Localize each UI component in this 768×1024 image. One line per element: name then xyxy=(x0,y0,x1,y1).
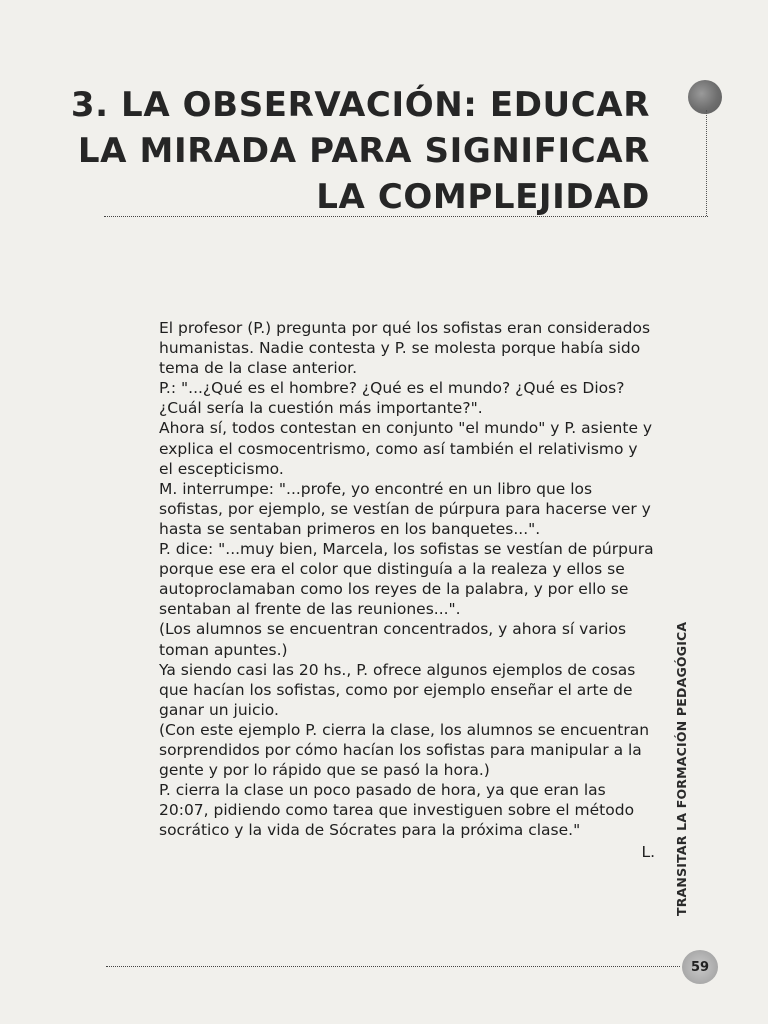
chapter-title-line-2: LA MIRADA PARA SIGNIFICAR xyxy=(77,131,650,171)
signature: L. xyxy=(641,843,655,862)
paragraph-9: P. cierra la clase un poco pasado de hora, ya que eran las 20:07, pidiendo como tarea que investiguen sobre el método socrático y la vida de Sócrates para la próxima clase." xyxy=(159,781,635,840)
chapter-title xyxy=(71,82,650,220)
paragraph-3: Ahora sí, todos contestan en conjunto "el mundo" y P. asiente y explica el cosmocentrismo, como así también el relativismo y el escepticismo. xyxy=(159,419,653,478)
paragraph-8: (Con este ejemplo P. cierra la clase, los alumnos se encuentran sorprendidos por cómo hacían los sofistas para manipular a la gente y por lo rápido que se pasó la hora.) xyxy=(159,720,650,780)
title-vertical-rule xyxy=(706,110,707,216)
paragraph-7: Ya siendo casi las 20 hs., P. ofrece algunos ejemplos de cosas que hacían los sofistas, como por ejemplo enseñar el arte de ganar un juicio. xyxy=(159,660,636,719)
paragraph-5: P. dice: "...muy bien, Marcela, los sofistas se vestían de púrpura porque ese era el color que distinguía a la realeza y ellos se autoproclamaban como los reyes de la palabra, y por ello se sentaban al frente de las reuniones...". xyxy=(159,540,654,619)
paragraph-4: M. interrumpe: "...profe, yo encontré en un libro que los sofistas, por ejemplo, se vestían de púrpura para hacerse ver y hasta se sentaban primeros en los banquetes...". xyxy=(159,479,651,538)
paragraph-6: (Los alumnos se encuentran concentrados, y ahora sí varios toman apuntes.) xyxy=(159,620,627,659)
paragraph-2: P.: "...¿Qué es el hombre? ¿Qué es el mundo? ¿Qué es Dios? ¿Cuál sería la cuestión más importante?". xyxy=(159,379,625,418)
chapter-title-line-1: 3. LA OBSERVACIÓN: EDUCAR xyxy=(70,85,650,125)
paragraph-1: El profesor (P.) pregunta por qué los sofistas eran considerados humanistas. Nadie contesta y P. se molesta porque había sido tema de la clase anterior. xyxy=(159,319,651,378)
page-number-badge xyxy=(682,950,718,984)
book-title-sidebar: TRANSITAR LA FORMACIÓN PEDAGÓGICA xyxy=(674,621,689,916)
footer-rule xyxy=(106,966,680,967)
body-text xyxy=(159,318,655,863)
page-number: 59 xyxy=(690,959,710,975)
chapter-title-line-3: LA COMPLEJIDAD xyxy=(316,177,650,217)
title-rule xyxy=(104,216,708,217)
decorative-dot-icon xyxy=(688,80,722,114)
